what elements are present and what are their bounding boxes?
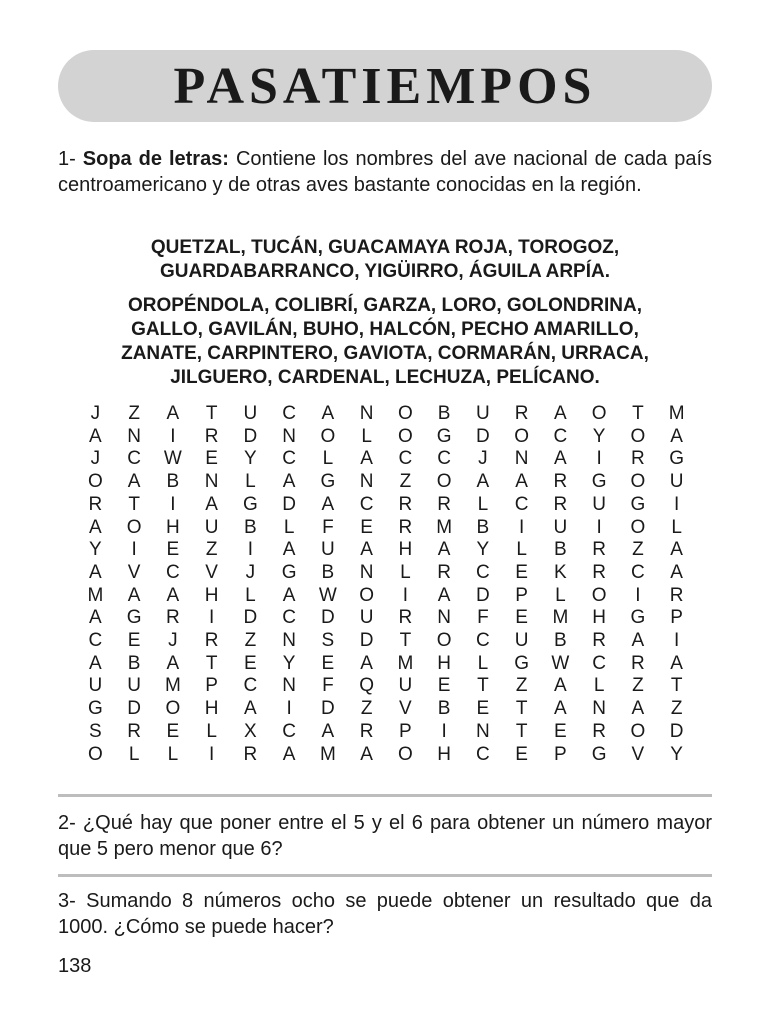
grid-letter: G [669,448,685,470]
grid-letter: R [592,539,606,561]
grid-letter: P [670,607,683,629]
grid-letter: I [131,539,137,561]
grid-letter: V [399,698,412,720]
grid-letter: L [206,720,217,742]
grid-letter: O [630,516,646,538]
grid-letter: O [165,698,181,720]
grid-letter: U [243,403,258,424]
grid-letter: R [204,425,219,447]
grid-letter: O [591,403,607,424]
grid-letter: C [127,448,141,470]
grid-letter: E [515,607,528,629]
grid-letter: A [554,675,567,697]
grid-letter: E [166,720,180,742]
grid-letter: H [398,539,413,561]
grid-letter: Y [670,743,683,765]
grid-letter: G [514,652,530,674]
grid-letter: Z [515,675,528,697]
grid-letter: C [592,652,606,674]
grid-letter: E [166,539,180,561]
grid-letter: A [554,448,567,470]
grid-letter: T [205,652,218,674]
grid-letter: W [163,448,182,470]
grid-letter: I [208,743,215,765]
grid-letter: L [361,425,372,447]
grid-letter: A [166,403,180,424]
grid-letter: U [88,675,103,697]
grid-letter: B [127,652,141,674]
grid-letter: A [515,471,528,493]
grid-letter: E [476,698,490,720]
grid-letter: A [205,493,218,515]
grid-letter: U [204,516,219,538]
grid-letter: M [87,584,104,606]
grid-letter: O [87,743,103,765]
grid-letter: C [282,607,296,629]
grid-letter: L [593,675,605,697]
grid-letter: L [128,743,140,765]
grid-letter: G [591,743,607,765]
grid-letter: A [554,403,567,424]
grid-letter: V [205,561,218,583]
grid-letter: Z [244,630,257,652]
grid-letter: C [88,630,103,652]
grid-letter: M [319,743,336,765]
grid-letter: C [398,448,413,470]
grid-letter: G [320,471,336,493]
grid-letter: N [437,607,451,629]
grid-letter: T [515,698,528,720]
grid-letter: Z [128,403,140,424]
grid-letter: D [127,698,141,720]
grid-letter: I [596,448,602,470]
grid-letter: L [555,584,566,606]
grid-letter: Y [476,539,490,561]
grid-letter: T [632,403,644,424]
grid-letter: L [477,493,489,515]
grid-letter: A [282,471,296,493]
grid-letter: F [322,516,334,538]
grid-letter: B [554,539,567,561]
grid-letter: I [635,584,641,606]
question-2: 2- ¿Qué hay que poner entre el 5 y el 6 para obtener un número mayor que 5 pero menor que 6? [58,812,712,860]
page-title: PASATIEMPOS [173,57,597,115]
grid-letter: O [126,516,142,538]
grid-letter: T [128,493,140,515]
grid-letter: Z [632,539,644,561]
grid-letter: N [359,471,374,493]
grid-letter: O [630,425,646,447]
grid-letter: Y [282,652,296,674]
grid-letter: Z [670,698,683,720]
grid-letter: W [318,584,337,606]
grid-letter: A [89,561,102,583]
grid-letter: T [670,675,683,697]
grid-letter: M [436,516,453,538]
grid-letter: B [476,516,490,538]
grid-letter: A [166,584,180,606]
grid-letter: I [170,425,176,447]
grid-letter: L [516,539,527,561]
national-birds-list [58,236,712,284]
grid-letter: A [127,584,141,606]
intro-text: Contiene los nombres del ave nacional de cada país centroamericano y de otras aves bastante conocidas en la región. [58,148,713,196]
grid-letter: A [360,743,373,765]
grid-letter: R [437,493,451,515]
grid-letter: A [321,720,335,742]
grid-letter: M [668,403,685,424]
divider [58,874,712,877]
grid-letter: B [244,516,257,538]
grid-letter: U [669,471,684,493]
grid-letter: R [88,493,103,515]
grid-letter: D [476,425,490,447]
grid-letter: A [89,607,102,629]
grid-letter: E [515,743,528,765]
grid-letter: E [205,448,218,470]
grid-letter: A [670,561,683,583]
grid-letter: R [204,630,219,652]
grid-letter: M [552,607,569,629]
grid-letter: Q [359,675,375,697]
grid-letter: L [671,516,682,538]
grid-letter: O [397,743,413,765]
grid-letter: O [630,471,646,493]
grid-letter: O [87,471,103,493]
grid-letter: A [166,652,180,674]
grid-letter: P [515,584,528,606]
grid-letter: A [282,743,296,765]
grid-letter: U [514,630,529,652]
grid-letter: N [592,698,606,720]
grid-letter: C [437,448,451,470]
grid-letter: P [205,675,218,697]
grid-letter: T [515,720,528,742]
grid-letter: L [283,516,295,538]
grid-letter: A [670,425,683,447]
grid-letter: A [360,652,373,674]
grid-letter: Y [592,425,606,447]
grid-letter: L [167,743,179,765]
grid-letter: C [553,425,568,447]
grid-letter: A [127,471,141,493]
grid-letter: A [321,493,335,515]
grid-letter: J [90,448,101,470]
grid-letter: Y [89,539,102,561]
grid-letter: E [437,675,451,697]
grid-letter: U [553,516,568,538]
grid-letter: C [514,493,529,515]
grid-letter: H [592,607,606,629]
grid-letter: D [321,698,335,720]
grid-letter: J [245,561,256,583]
grid-letter: D [669,720,684,742]
grid-letter: N [359,561,374,583]
grid-letter: E [554,720,567,742]
grid-letter: D [476,584,490,606]
grid-letter: O [514,425,530,447]
grid-letter: Z [360,698,373,720]
grid-letter: W [551,652,570,674]
grid-letter: D [243,425,258,447]
grid-letter: V [631,743,645,765]
grid-letter: S [89,720,102,742]
grid-letter: E [515,561,528,583]
grid-letter: R [166,607,180,629]
grid-letter: G [126,607,142,629]
grid-letter: B [554,630,567,652]
grid-letter: L [400,561,411,583]
grid-letter: N [282,425,296,447]
grid-letter: V [127,561,141,583]
grid-letter: O [436,471,452,493]
grid-letter: M [397,652,414,674]
grid-letter: D [243,607,258,629]
grid-letter: A [244,698,257,720]
grid-letter: U [321,539,335,561]
grid-letter: O [359,584,375,606]
grid-letter: B [437,698,451,720]
grid-letter: R [631,448,645,470]
grid-letter: G [242,493,258,515]
grid-letter: A [89,425,102,447]
grid-letter: O [397,425,413,447]
grid-letter: A [360,448,373,470]
grid-letter: A [282,584,296,606]
grid-letter: D [359,630,374,652]
grid-letter: A [282,539,296,561]
grid-letter: O [591,584,607,606]
grid-letter: B [166,471,180,493]
grid-letter: U [476,403,490,424]
intro-paragraph [58,146,712,198]
grid-letter: H [437,743,451,765]
grid-letter: R [398,607,413,629]
grid-letter: O [320,425,336,447]
grid-letter: R [592,561,606,583]
grid-letter: A [670,652,683,674]
title-banner [58,50,712,122]
intro-bold: Sopa de letras: [82,148,229,170]
grid-letter: R [553,493,568,515]
grid-letter: J [168,630,178,652]
grid-letter: G [630,493,646,515]
grid-letter: X [244,720,257,742]
grid-letter: C [166,561,180,583]
grid-letter: N [282,630,296,652]
grid-letter: G [87,698,103,720]
grid-letter: R [592,630,606,652]
grid-letter: O [630,720,646,742]
grid-letter: A [89,652,102,674]
grid-letter: H [204,584,219,606]
grid-letter: N [514,448,529,470]
grid-letter: I [673,630,680,652]
grid-letter: C [282,720,296,742]
grid-letter: R [437,561,451,583]
grid-letter: I [402,584,409,606]
grid-letter: E [127,630,141,652]
grid-letter: I [208,607,215,629]
grid-letter: J [478,448,488,470]
grid-letter: I [596,516,602,538]
grid-letter: N [359,403,374,424]
grid-letter: R [514,403,529,424]
grid-letter: A [631,630,645,652]
grid-letter: R [669,584,684,606]
grid-letter: A [554,698,567,720]
grid-letter: N [127,425,141,447]
grid-letter: G [630,607,646,629]
grid-letter: G [591,471,607,493]
grid-letter: Z [632,675,644,697]
divider [58,794,712,797]
grid-letter: L [477,652,489,674]
word-search-grid [76,403,696,766]
grid-letter: A [631,698,645,720]
grid-letter: A [437,584,451,606]
grid-letter: P [554,743,567,765]
grid-letter: U [398,675,413,697]
grid-letter: E [321,652,335,674]
grid-letter: U [127,675,141,697]
grid-letter: Z [399,471,412,493]
other-birds-line: JILGUERO, CARDENAL, LECHUZA, PELÍCANO. [170,367,600,388]
grid-letter: R [398,493,413,515]
grid-letter: N [204,471,219,493]
grid-letter: N [476,720,490,742]
grid-letter: R [243,743,258,765]
grid-letter: C [476,743,490,765]
national-birds-line: GUARDABARRANCO, YIGÜIRRO, ÁGUILA ARPÍA. [159,261,611,282]
grid-letter: E [244,652,257,674]
grid-letter: C [476,630,490,652]
grid-letter: L [322,448,334,470]
grid-letter: K [554,561,567,583]
grid-letter: A [476,471,490,493]
grid-letter: I [247,539,254,561]
other-birds-list [58,294,712,390]
grid-letter: R [127,720,141,742]
grid-letter: M [164,675,181,697]
grid-letter: A [89,516,102,538]
grid-letter: F [322,675,334,697]
grid-letter: O [436,630,452,652]
grid-letter: H [166,516,180,538]
grid-letter: C [631,561,645,583]
intro-label: 1- [58,148,83,170]
grid-letter: C [282,448,296,470]
grid-letter: C [243,675,258,697]
grid-letter: T [477,675,489,697]
grid-letter: T [205,403,218,424]
grid-letter: B [321,561,335,583]
question-3: 3- Sumando 8 números ocho se puede obtener un resultado que da 1000. ¿Cómo se puede hacer? [58,890,712,938]
grid-letter: R [359,720,374,742]
grid-letter: N [282,675,296,697]
grid-letter: I [170,493,176,515]
grid-letter: I [441,720,447,742]
grid-letter: B [437,403,451,424]
grid-letter: C [282,403,296,424]
grid-letter: L [245,471,256,493]
grid-letter: D [321,607,335,629]
grid-letter: I [518,516,525,538]
grid-letter: R [631,652,645,674]
grid-letter: T [399,630,412,652]
grid-letter: I [673,493,680,515]
grid-letter: F [477,607,489,629]
grid-letter: P [399,720,412,742]
page-number: 138 [58,955,92,977]
grid-letter: A [321,403,335,424]
grid-letter: A [437,539,451,561]
grid-letter: U [592,493,606,515]
grid-letter: U [359,607,374,629]
grid-letter: A [360,539,373,561]
grid-letter: R [553,471,568,493]
other-birds-line: GALLO, GAVILÁN, BUHO, HALCÓN, PECHO AMARILLO, [131,319,639,340]
grid-letter: E [360,516,373,538]
grid-letter: L [245,584,256,606]
grid-letter: Z [205,539,218,561]
grid-letter: R [398,516,413,538]
grid-letter: O [397,403,413,424]
grid-letter: G [436,425,452,447]
other-birds-line: OROPÉNDOLA, COLIBRÍ, GARZA, LORO, GOLONDRINA, [127,295,643,316]
grid-letter: J [90,403,101,424]
grid-letter: H [437,652,451,674]
national-birds-line: QUETZAL, TUCÁN, GUACAMAYA ROJA, TOROGOZ, [150,237,620,258]
grid-letter: D [282,493,296,515]
grid-letter: H [204,698,219,720]
grid-letter: C [476,561,490,583]
grid-letter: G [281,561,297,583]
grid-letter: S [321,630,335,652]
other-birds-line: ZANATE, CARPINTERO, GAVIOTA, CORMARÁN, URRACA, [121,343,649,364]
grid-letter: C [359,493,374,515]
grid-letter: R [592,720,606,742]
grid-letter: A [670,539,683,561]
grid-letter: I [286,698,292,720]
grid-letter: Y [244,448,257,470]
